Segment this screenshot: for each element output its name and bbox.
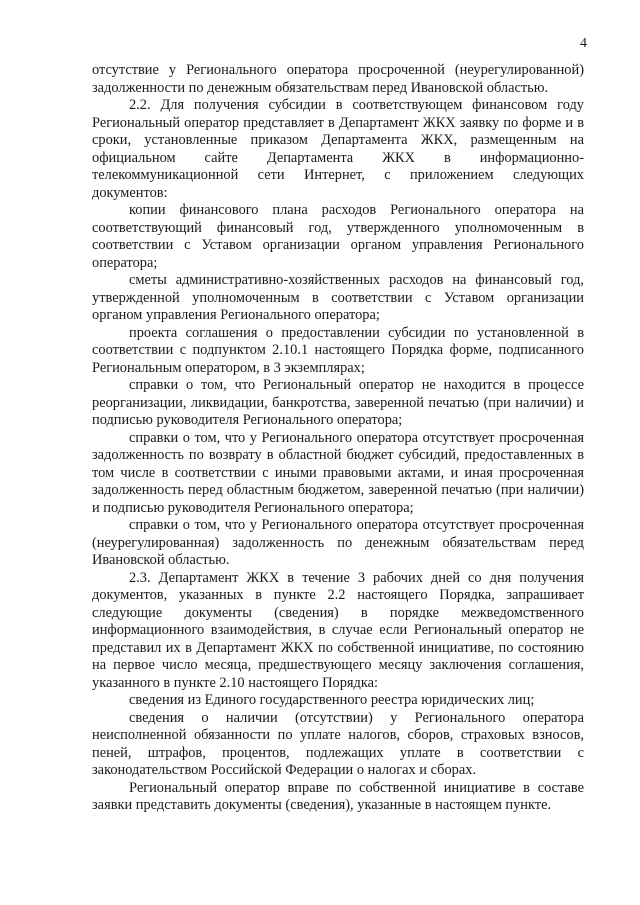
paragraph-debt-cert: справки о том, что у Регионального оператора отсутствует просроченная задолженность по возврату в областной бюджет субсидий, предоставленных в том числе в соответствии с иными правовыми актами, и иная просроченная задолженность перед областным бюджетом, заверенной печатью (при наличии) и подписью руководителя Регионального оператора; xyxy=(92,429,584,516)
paragraph-reorganization-cert: справки о том, что Региональный оператор не находится в процессе реорганизации, ликвидации, банкротства, заверенной печатью (при наличии) и подписью руководителя Регионального оператора; xyxy=(92,377,584,428)
paragraph-tax-info: сведения о наличии (отсутствии) у Регионального оператора неисполненной обязанности по уплате налогов, сборов, страховых взносов, пеней, штрафов, процентов, подлежащих уплате в соответствии с законодательством Российской Федерации о налогах и сборах. xyxy=(92,709,584,778)
paragraph-estimate: сметы административно-хозяйственных расходов на финансовый год, утвержденной уполномоченным в соответствии с Уставом организации органом управления Регионального оператора; xyxy=(92,272,584,323)
paragraph-overdue-cert: справки о том, что у Регионального оператора отсутствует просроченная (неурегулированная) задолженность по денежным обязательствам перед Ивановской областью. xyxy=(92,517,584,568)
paragraph-2-3: 2.3. Департамент ЖКХ в течение 3 рабочих дней со дня получения документов, указанных в пункте 2.2 настоящего Порядка, запрашивает следующие документы (сведения) в порядке межведомственного информационного взаимодействия, в случае если Региональный оператор не представил их в Департамент ЖКХ по собственной инициативе, по состоянию на первое число месяца, предшествующего месяцу заключения соглашения, указанного в пункте 2.10 настоящего Порядка: xyxy=(92,569,584,691)
paragraph-agreement-draft: проекта соглашения о предоставлении субсидии по установленной в соответствии с подпунктом 2.10.1 настоящего Порядка форме, подписанного Региональным оператором, в 3 экземплярах; xyxy=(92,324,584,376)
page-number: 4 xyxy=(580,36,587,51)
paragraph-financial-plan: копии финансового плана расходов Регионального оператора на соответствующий финансовый год, утвержденного уполномоченным в соответствии с Уставом организации органом управления Регионального оператора; xyxy=(92,202,584,271)
paragraph-continuation: отсутствие у Регионального оператора просроченной (неурегулированной) задолженности по денежным обязательствам перед Ивановской областью. xyxy=(92,62,584,96)
paragraph-egrul: сведения из Единого государственного реестра юридических лиц; xyxy=(129,692,535,708)
paragraph-2-2: 2.2. Для получения субсидии в соответствующем финансовом году Региональный оператор представляет в Департамент ЖКХ заявку по форме и в сроки, установленные приказом Департамента ЖКХ, размещенным на официальном сайте Департамента ЖКХ в информационно-телекоммуникационной сети Интернет, с приложением следующих документов: xyxy=(92,97,584,201)
paragraph-own-initiative: Региональный оператор вправе по собственной инициативе в составе заявки представить документы (сведения), указанные в настоящем пункте. xyxy=(92,779,584,813)
document-body xyxy=(92,62,584,815)
